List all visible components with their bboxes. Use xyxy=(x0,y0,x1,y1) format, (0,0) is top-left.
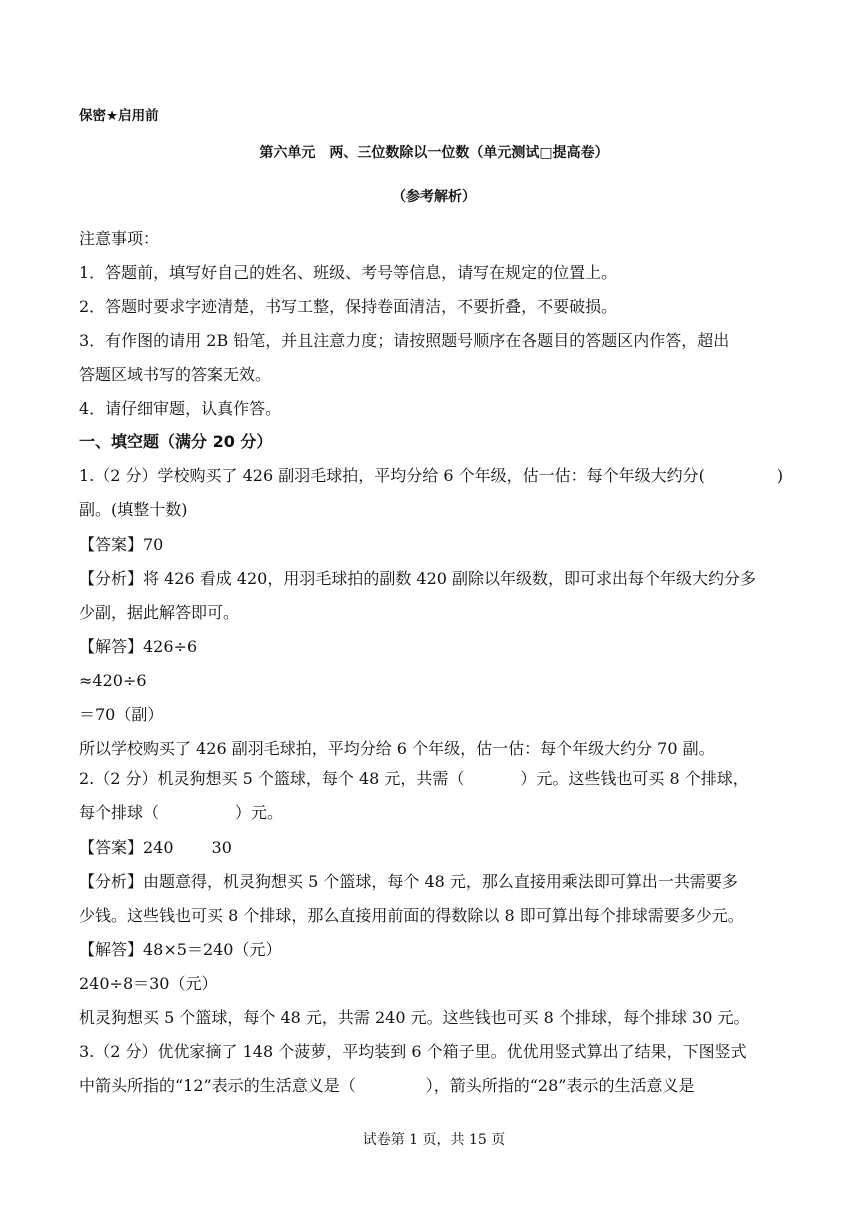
question-2-solution: 【解答】48×5＝240（元） xyxy=(79,940,282,959)
note-item: 4．请仔细审题，认真作答。 xyxy=(79,399,282,418)
question-2-stem xyxy=(79,769,749,789)
question-2-stem xyxy=(79,803,283,823)
page-title: 第六单元 两、三位数除以一位数（单元测试□提高卷） xyxy=(259,145,609,161)
note-item: 答题区域书写的答案无效。 xyxy=(79,365,272,384)
question-2-stem-part: 每个排球（ xyxy=(79,803,160,822)
question-1-stem: 副。(填整十数) xyxy=(79,500,188,519)
question-1-solution: ＝70（副） xyxy=(79,705,164,724)
question-1-conclusion: 所以学校购买了 426 副羽毛球拍，平均分给 6 个年级，估一估：每个年级大约分 70 副。 xyxy=(79,739,715,758)
question-2-conclusion: 机灵狗想买 5 个篮球，每个 48 元，共需 240 元。这些钱也可买 8 个排球，每个排球 30 元。 xyxy=(79,1008,750,1027)
question-1-stem-part: ) xyxy=(776,466,784,485)
question-3-stem-part: ），箭头所指的“28”表示的生活意义是 xyxy=(425,1076,695,1095)
answer-value: 30 xyxy=(211,838,232,857)
question-3-stem xyxy=(79,1076,694,1096)
page-subtitle: （参考解析） xyxy=(392,189,476,205)
answer-value: 【答案】240 xyxy=(79,838,174,857)
page-footer: 试卷第 1 页，共 15 页 xyxy=(362,1132,506,1148)
note-item: 2．答题时要求字迹清楚，书写工整，保持卷面清洁，不要折叠，不要破损。 xyxy=(79,297,618,316)
question-1-answer: 【答案】70 xyxy=(79,535,164,554)
question-1-analysis: 【分析】将 426 看成 420，用羽毛球拍的副数 420 副除以年级数，即可求出每个年级大约分多 xyxy=(79,569,757,588)
question-1-stem xyxy=(79,466,783,486)
question-1-analysis: 少副，据此解答即可。 xyxy=(79,603,240,622)
confidential-label: 保密★启用前 xyxy=(79,108,159,124)
question-1-stem-part: 1.（2 分）学校购买了 426 副羽毛球拍，平均分给 6 个年级，估一估：每个年级大约分( xyxy=(79,466,705,485)
question-2-analysis: 少钱。这些钱也可买 8 个排球，那么直接用前面的得数除以 8 即可算出每个排球需要多少元。 xyxy=(79,906,744,925)
section-heading: 一、填空题（满分 20 分） xyxy=(79,432,273,451)
question-2-analysis: 【分析】由题意得，机灵狗想买 5 个篮球，每个 48 元，那么直接用乘法即可算出一共需要多 xyxy=(79,872,738,891)
question-1-solution: ≈420÷6 xyxy=(79,671,147,690)
notes-heading: 注意事项： xyxy=(79,229,160,248)
question-2-solution: 240÷8＝30（元） xyxy=(79,974,218,993)
question-1-solution: 【解答】426÷6 xyxy=(79,637,198,656)
question-2-stem-part: 2.（2 分）机灵狗想买 5 个篮球，每个 48 元，共需（ xyxy=(79,769,465,788)
question-2-stem-part: ）元。 xyxy=(235,803,284,822)
question-2-stem-part: ）元。这些钱也可买 8 个排球， xyxy=(520,769,749,788)
question-3-stem: 3.（2 分）优优家摘了 148 个菠萝，平均装到 6 个箱子里。优优用竖式算出了结果，下图竖式 xyxy=(79,1042,747,1061)
question-2-answer xyxy=(79,838,232,858)
question-3-stem-part: 中箭头所指的“12”表示的生活意义是（ xyxy=(79,1076,356,1095)
note-item: 1．答题前，填写好自己的姓名、班级、考号等信息，请写在规定的位置上。 xyxy=(79,263,618,282)
note-item: 3．有作图的请用 2B 铅笔，并且注意力度；请按照题号顺序在各题目的答题区内作答，超出 xyxy=(79,331,730,350)
